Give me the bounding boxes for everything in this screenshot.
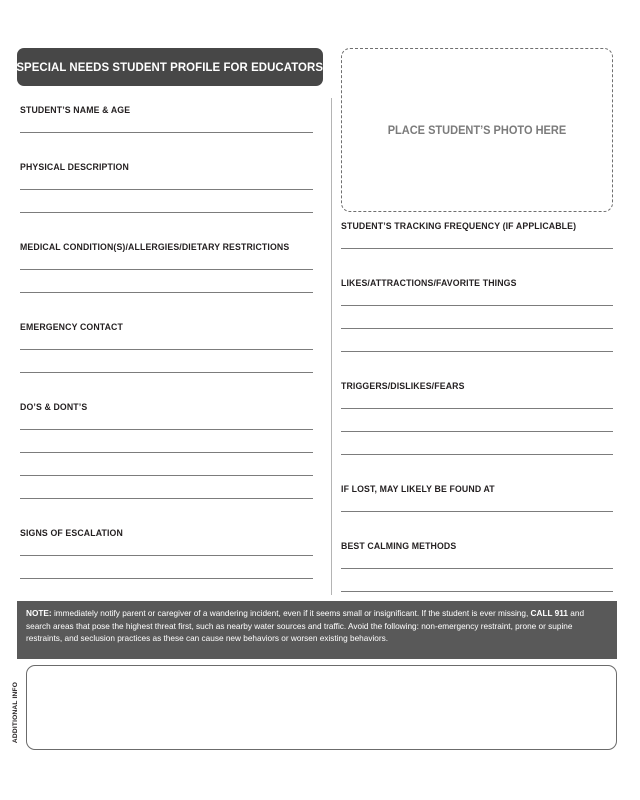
write-in-line[interactable] [20, 372, 313, 373]
note-prefix: NOTE: [26, 608, 52, 618]
note-text [26, 607, 592, 645]
field-label: PHYSICAL DESCRIPTION [20, 162, 129, 172]
additional-info-label-text: ADDITIONAL INFO [12, 681, 20, 743]
page-title: SPECIAL NEEDS STUDENT PROFILE FOR EDUCATORS [16, 60, 324, 74]
note-segment-2: and search areas that pose the highest threat first, such as nearby water sources and traffic. Avoid the following: non-emergency restraint, prone or supine restraints, and seclusion practices as these can cause new behaviors or worsen existing behaviors. [26, 608, 585, 644]
note-callout [17, 601, 617, 659]
write-in-line[interactable] [341, 568, 613, 569]
field-label: BEST CALMING METHODS [341, 541, 457, 551]
form-field [20, 106, 313, 115]
form-field [341, 222, 613, 231]
write-in-line[interactable] [341, 454, 613, 455]
form-field [341, 279, 613, 288]
write-in-line[interactable] [341, 328, 613, 329]
write-in-line[interactable] [20, 189, 313, 190]
write-in-line[interactable] [341, 248, 613, 249]
note-emphasis-call-911: CALL 911 [530, 608, 568, 618]
write-in-line[interactable] [20, 475, 313, 476]
write-in-line[interactable] [341, 431, 613, 432]
write-in-line[interactable] [20, 498, 313, 499]
additional-info-label [9, 668, 23, 756]
photo-placeholder-label: PLACE STUDENT’S PHOTO HERE [387, 123, 567, 137]
write-in-line[interactable] [20, 578, 313, 579]
note-segment-1: immediately notify parent or caregiver of a wandering incident, even if it seems small or insignificant. If the student is ever missing, [51, 608, 531, 618]
field-label: LIKES/ATTRACTIONS/FAVORITE THINGS [341, 278, 517, 288]
write-in-line[interactable] [20, 269, 313, 270]
field-label: EMERGENCY CONTACT [20, 322, 123, 332]
field-label: STUDENT’S NAME & AGE [20, 105, 131, 115]
write-in-line[interactable] [20, 212, 313, 213]
field-label: STUDENT’S TRACKING FREQUENCY (IF APPLICABLE) [341, 221, 577, 231]
form-field [20, 403, 313, 412]
field-label: TRIGGERS/DISLIKES/FEARS [341, 381, 465, 391]
write-in-line[interactable] [341, 408, 613, 409]
write-in-line[interactable] [341, 511, 613, 512]
write-in-line[interactable] [341, 591, 613, 592]
form-field [20, 529, 313, 538]
column-divider [331, 98, 332, 595]
write-in-line[interactable] [20, 429, 313, 430]
field-label: SIGNS OF ESCALATION [20, 528, 123, 538]
field-label: IF LOST, MAY LIKELY BE FOUND AT [341, 484, 495, 494]
page-title-banner [17, 48, 323, 86]
form-field [20, 243, 313, 252]
form-field [20, 323, 313, 332]
write-in-line[interactable] [20, 292, 313, 293]
write-in-line[interactable] [20, 349, 313, 350]
write-in-line[interactable] [20, 555, 313, 556]
form-field [341, 485, 613, 494]
form-field [20, 163, 313, 172]
student-photo-dropzone[interactable] [341, 48, 613, 212]
write-in-line[interactable] [341, 305, 613, 306]
form-field [341, 542, 613, 551]
additional-info-box[interactable] [26, 665, 617, 750]
write-in-line[interactable] [341, 351, 613, 352]
field-label: DO’S & DONT’S [20, 402, 88, 412]
field-label: MEDICAL CONDITION(S)/ALLERGIES/DIETARY RESTRICTIONS [20, 242, 290, 252]
form-field [341, 382, 613, 391]
write-in-line[interactable] [20, 132, 313, 133]
write-in-line[interactable] [20, 452, 313, 453]
